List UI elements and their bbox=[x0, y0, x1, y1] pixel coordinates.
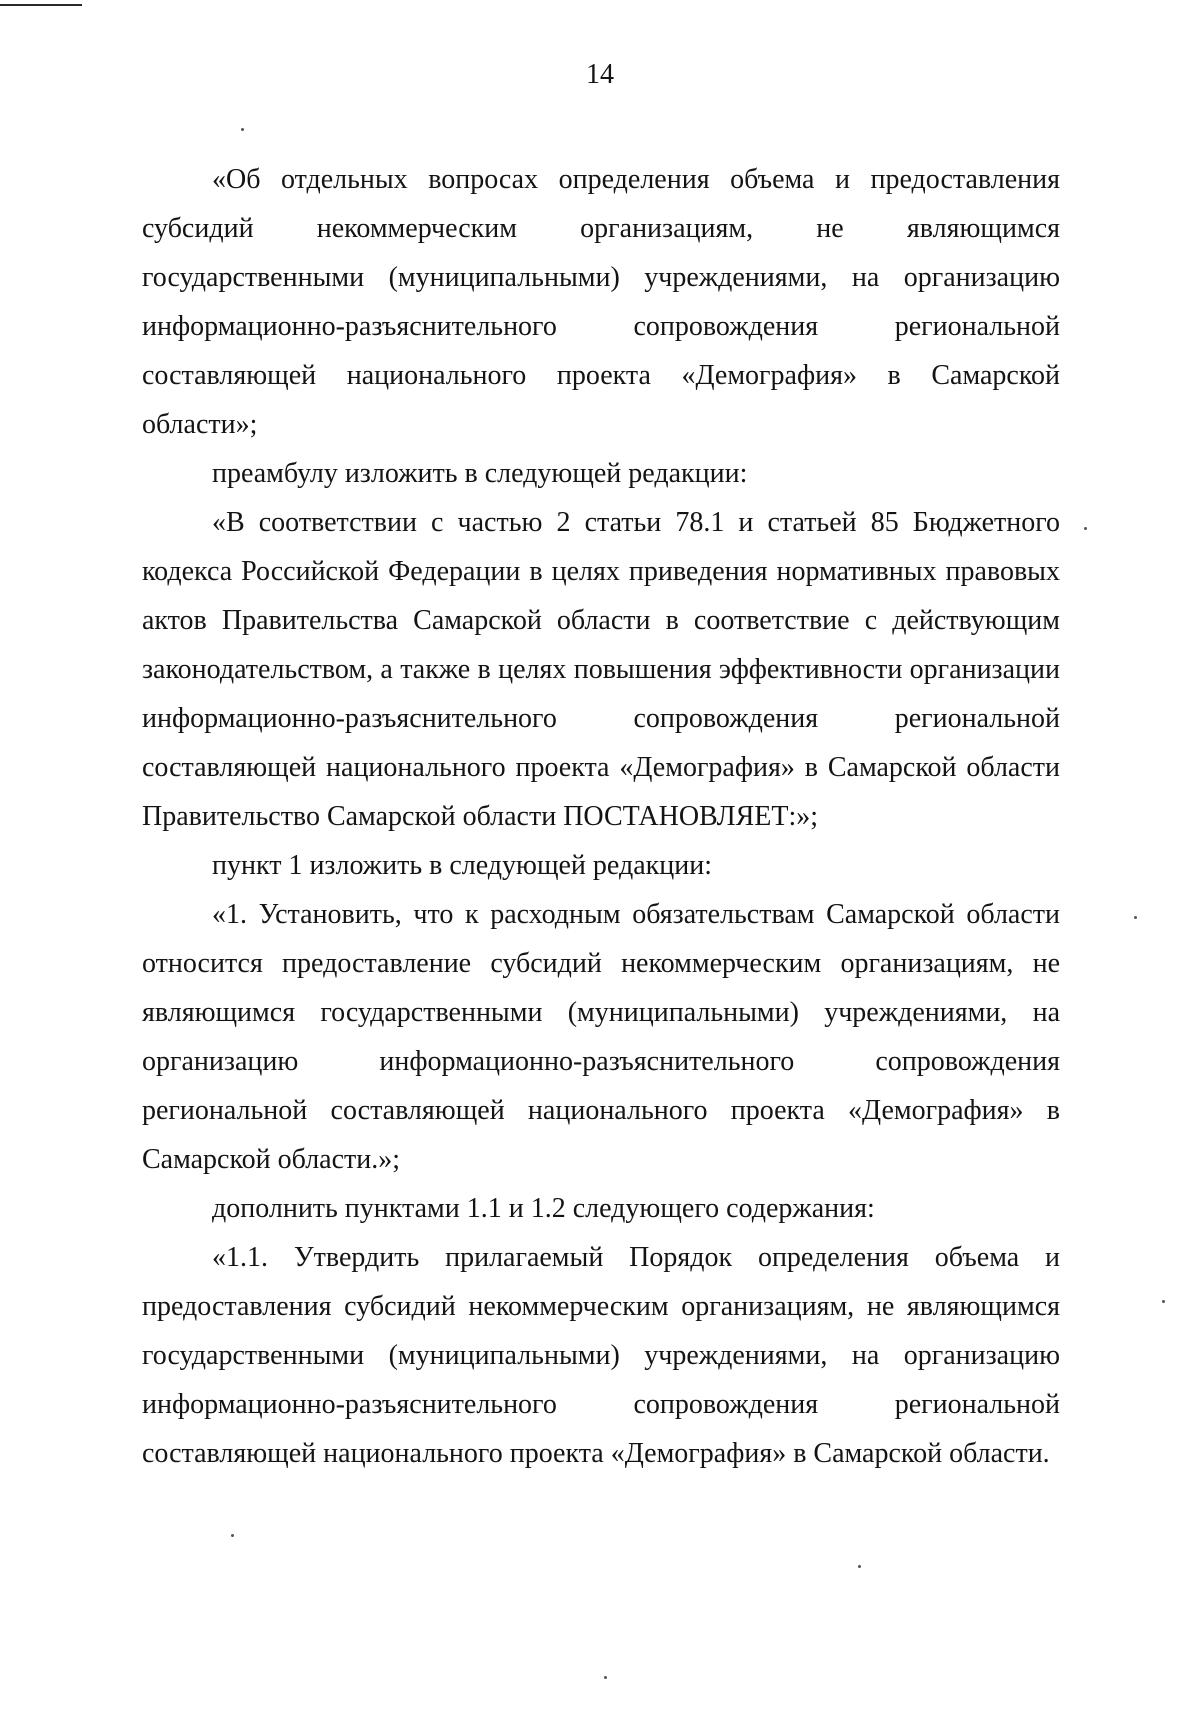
scan-speck bbox=[231, 1534, 234, 1537]
scan-speck bbox=[1162, 1300, 1165, 1303]
paragraph-clause1-instruction: пункт 1 изложить в следующей редакции: bbox=[212, 850, 712, 881]
document-body bbox=[142, 155, 1060, 1478]
scan-speck bbox=[604, 1676, 607, 1679]
page-number: 14 bbox=[586, 59, 614, 90]
paragraph-preamble-text: «В соответствии с частью 2 статьи 78.1 и статьей 85 Бюджетного кодекса Российской Федерации в целях приведения нормативных правовых актов Правительства Самарской области в соответствие с действующим законодательством, а также в целях повышения эффективности организации информационно-разъяснительного сопровождения региональной составляющей национального проекта «Демография» в Самарской области Правительство Самарской области ПОСТАНОВЛЯЕТ:»; bbox=[142, 507, 1060, 832]
scan-edge-line bbox=[0, 4, 82, 6]
scan-speck bbox=[1134, 916, 1137, 919]
scan-speck bbox=[1084, 527, 1087, 530]
paragraph-resolution-title: «Об отдельных вопросах определения объема и предоставления субсидий некоммерческим организациям, не являющимся государственными (муниципальными) учреждениями, на организацию информационно-разъяснительного сопровождения региональной составляющей национального проекта «Демография» в Самарской области»; bbox=[142, 164, 1060, 440]
scan-speck bbox=[241, 128, 244, 131]
scan-speck bbox=[858, 1565, 861, 1568]
paragraph-preamble-instruction: преамбулу изложить в следующей редакции: bbox=[212, 458, 748, 489]
paragraph-addition-instruction: дополнить пунктами 1.1 и 1.2 следующего содержания: bbox=[212, 1193, 875, 1224]
paragraph-clause1-1-text: «1.1. Утвердить прилагаемый Порядок определения объема и предоставления субсидий некоммерческим организациям, не являющимся государственными (муниципальными) учреждениями, на организацию информационно-разъяснительного сопровождения региональной составляющей национального проекта «Демография» в Самарской области. bbox=[142, 1242, 1060, 1469]
paragraph-clause1-text: «1. Установить, что к расходным обязательствам Самарской области относится предоставление субсидий некоммерческим организациям, не являющимся государственными (муниципальными) учреждениями, на организацию информационно-разъяснительного сопровождения региональной составляющей национального проекта «Демография» в Самарской области.»; bbox=[142, 899, 1060, 1175]
